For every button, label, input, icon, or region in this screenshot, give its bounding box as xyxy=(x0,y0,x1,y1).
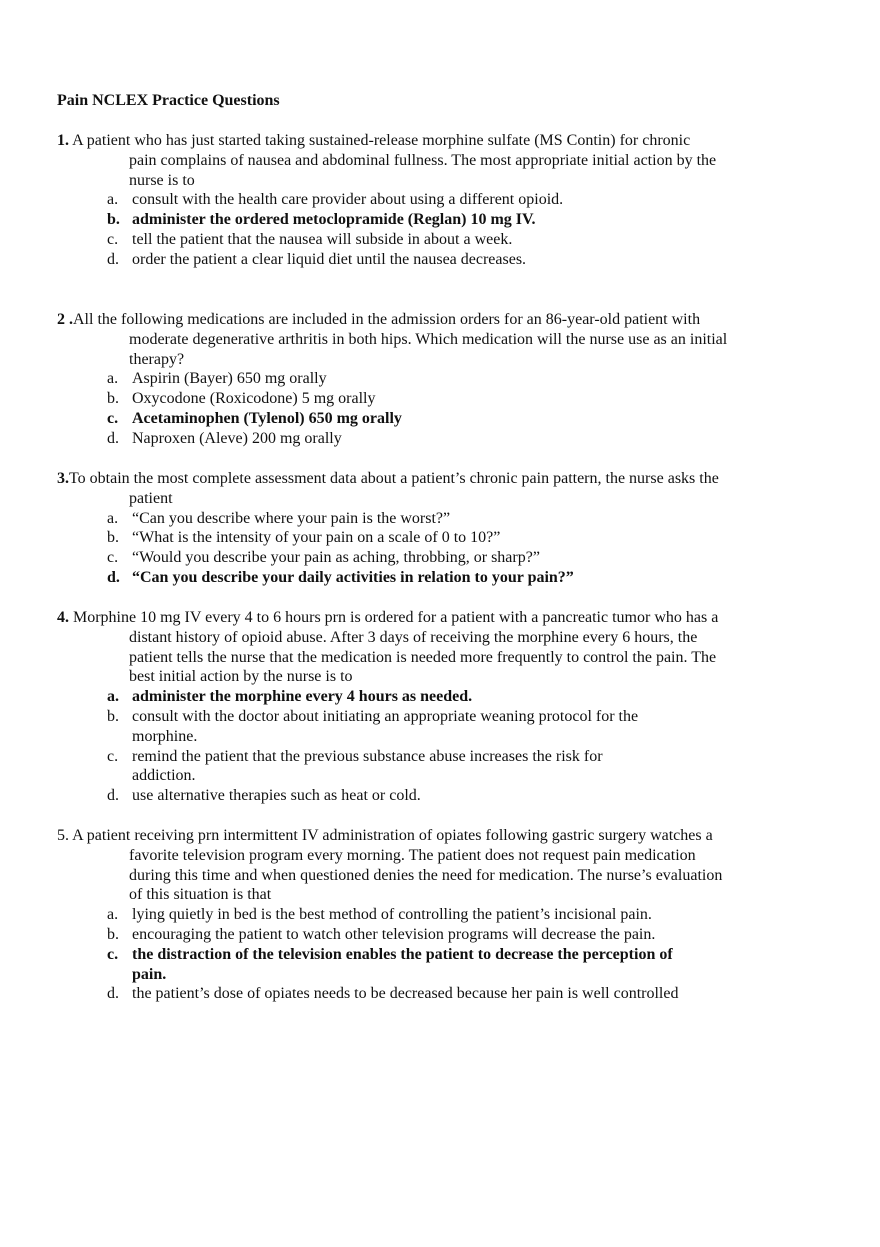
question-stem-text: A patient who has just started taking sustained-release morphine sulfate (MS Contin) for chronic xyxy=(72,132,691,149)
answer-option xyxy=(57,429,837,449)
question-stem-line xyxy=(57,489,837,509)
option-text-line: addiction. xyxy=(132,767,196,785)
question-number: 2 . xyxy=(57,311,73,328)
question-stem-text: patient xyxy=(129,489,173,507)
option-text-line: the patient’s dose of opiates needs to be decreased because her pain is well controlled xyxy=(132,985,679,1003)
question-stem-line xyxy=(57,866,837,886)
option-letter: c. xyxy=(107,230,119,248)
question-stem-text: All the following medications are included in the admission orders for an 86-year-old patient with xyxy=(73,311,701,328)
answer-option-correct xyxy=(57,409,837,429)
question-stem-line xyxy=(57,330,837,350)
question-stem-text: patient tells the nurse that the medication is needed more frequently to control the pain. The xyxy=(129,648,717,666)
question-5 xyxy=(57,826,837,1004)
question-stem-text: nurse is to xyxy=(129,171,195,189)
question-stem-text: favorite television program every morning. The patient does not request pain medication xyxy=(129,846,696,864)
option-text-line: morphine. xyxy=(132,727,198,745)
option-text-line: the distraction of the television enables the patient to decrease the perception of xyxy=(132,945,673,963)
question-stem-text: Morphine 10 mg IV every 4 to 6 hours prn is ordered for a patient with a pancreatic tumor who has a xyxy=(73,609,719,626)
question-stem-text: therapy? xyxy=(129,350,185,368)
option-letter: d. xyxy=(107,429,119,447)
option-letter: a. xyxy=(107,906,119,924)
question-stem-text: best initial action by the nurse is to xyxy=(129,668,353,686)
option-text-line: Naproxen (Aleve) 200 mg orally xyxy=(132,429,342,447)
question-stem-line xyxy=(57,151,837,171)
option-letter: c. xyxy=(107,549,119,567)
option-text-line: remind the patient that the previous substance abuse increases the risk for xyxy=(132,747,603,765)
option-text-line: administer the morphine every 4 hours as needed. xyxy=(132,688,473,706)
option-letter: a. xyxy=(107,509,119,527)
question-stem-line xyxy=(57,171,837,191)
answer-option xyxy=(57,509,837,529)
question-stem-text: pain complains of nausea and abdominal fullness. The most appropriate initial action by the xyxy=(129,151,717,169)
option-text-line: Aspirin (Bayer) 650 mg orally xyxy=(132,370,327,388)
question-stem-line xyxy=(57,846,837,866)
option-text-line: consult with the health care provider about using a different opioid. xyxy=(132,191,564,209)
option-letter: d. xyxy=(107,250,119,268)
option-letter: a. xyxy=(107,191,119,209)
option-letter: c. xyxy=(107,409,119,427)
question-4 xyxy=(57,608,837,806)
option-text-line: “What is the intensity of your pain on a scale of 0 to 10?” xyxy=(132,529,501,547)
option-text-line: pain. xyxy=(132,965,167,983)
document-title: Pain NCLEX Practice Questions xyxy=(57,92,280,109)
answer-option xyxy=(57,369,837,389)
question-number: 5. xyxy=(57,827,69,844)
question-stem-line xyxy=(57,350,837,370)
question-1 xyxy=(57,131,837,270)
answer-option xyxy=(57,747,837,787)
option-text-line: Acetaminophen (Tylenol) 650 mg orally xyxy=(132,409,402,427)
question-stem-line xyxy=(57,648,837,668)
answer-option xyxy=(57,786,837,806)
answer-option xyxy=(57,190,837,210)
answer-option xyxy=(57,250,837,270)
option-text-line: “Can you describe your daily activities in relation to your pain?” xyxy=(132,568,574,586)
question-stem-line xyxy=(57,608,837,628)
question-stem-text: To obtain the most complete assessment data about a patient’s chronic pain pattern, the nurse asks the xyxy=(69,470,719,487)
answer-option xyxy=(57,528,837,548)
question-number: 1. xyxy=(57,132,69,149)
option-letter: c. xyxy=(107,945,119,963)
question-stem-line xyxy=(57,885,837,905)
option-letter: b. xyxy=(107,529,119,547)
question-stem-text: of this situation is that xyxy=(129,886,272,904)
question-stem-text: A patient receiving prn intermittent IV administration of opiates following gastric surgery watches a xyxy=(72,827,713,844)
answer-option xyxy=(57,707,837,747)
question-stem-line xyxy=(57,667,837,687)
option-text-line: “Can you describe where your pain is the worst?” xyxy=(132,509,451,527)
question-number: 3. xyxy=(57,470,69,487)
option-text-line: lying quietly in bed is the best method of controlling the patient’s incisional pain. xyxy=(132,906,652,924)
option-letter: c. xyxy=(107,747,119,765)
answer-option xyxy=(57,389,837,409)
option-letter: d. xyxy=(107,787,119,805)
question-stem-line xyxy=(57,628,837,648)
option-letter: b. xyxy=(107,925,119,943)
option-letter: a. xyxy=(107,688,119,706)
option-letter: d. xyxy=(107,568,120,586)
option-text-line: encouraging the patient to watch other television programs will decrease the pain. xyxy=(132,925,656,943)
option-letter: b. xyxy=(107,211,120,229)
option-text-line: “Would you describe your pain as aching, throbbing, or sharp?” xyxy=(132,549,540,567)
option-text-line: use alternative therapies such as heat or cold. xyxy=(132,787,421,805)
question-stem-text: during this time and when questioned denies the need for medication. The nurse’s evaluation xyxy=(129,866,723,884)
question-stem-line xyxy=(57,826,837,846)
answer-option xyxy=(57,925,837,945)
option-letter: a. xyxy=(107,370,119,388)
option-letter: d. xyxy=(107,985,119,1003)
answer-option xyxy=(57,230,837,250)
answer-option-correct xyxy=(57,945,837,985)
question-3 xyxy=(57,469,837,588)
question-2 xyxy=(57,310,837,449)
answer-option xyxy=(57,905,837,925)
question-number: 4. xyxy=(57,609,69,626)
answer-option xyxy=(57,548,837,568)
answer-option xyxy=(57,984,837,1004)
option-text-line: Oxycodone (Roxicodone) 5 mg orally xyxy=(132,390,376,408)
option-text-line: order the patient a clear liquid diet until the nausea decreases. xyxy=(132,250,527,268)
answer-option-correct xyxy=(57,210,837,230)
option-text-line: tell the patient that the nausea will subside in about a week. xyxy=(132,230,513,248)
question-stem-line xyxy=(57,310,837,330)
option-text-line: administer the ordered metoclopramide (Reglan) 10 mg IV. xyxy=(132,211,536,229)
option-letter: b. xyxy=(107,707,119,725)
question-stem-text: moderate degenerative arthritis in both hips. Which medication will the nurse use as an initial xyxy=(129,330,728,348)
answer-option-correct xyxy=(57,568,837,588)
answer-option-correct xyxy=(57,687,837,707)
option-text-line: consult with the doctor about initiating an appropriate weaning protocol for the xyxy=(132,707,639,725)
question-stem-line xyxy=(57,131,837,151)
question-stem-line xyxy=(57,469,837,489)
option-letter: b. xyxy=(107,390,119,408)
question-stem-text: distant history of opioid abuse. After 3 days of receiving the morphine every 6 hours, the xyxy=(129,628,698,646)
